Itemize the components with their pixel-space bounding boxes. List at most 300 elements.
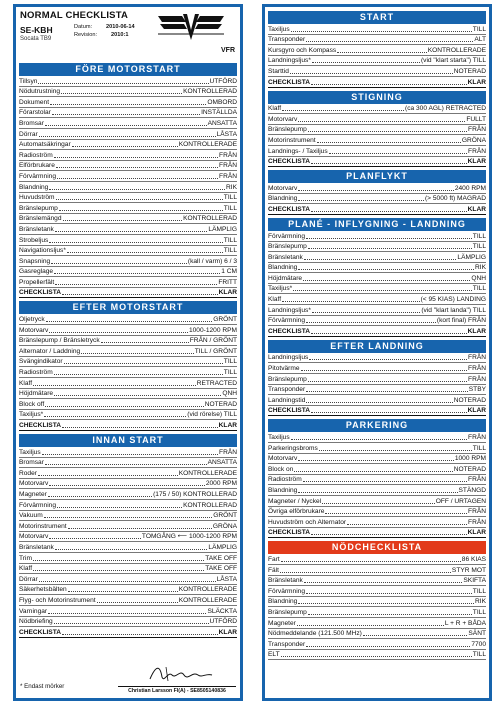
item-value: KLAR xyxy=(218,422,237,429)
aircraft-model: Socata TB9 xyxy=(20,36,52,42)
item-value: ANSATTA xyxy=(207,459,237,467)
checklist-item xyxy=(268,650,486,661)
item-label: Transponder xyxy=(268,640,306,648)
checklist-item xyxy=(19,458,237,469)
item-value: GRÖNT xyxy=(213,512,237,520)
item-value: RETRACTED xyxy=(196,379,237,387)
dot-leader xyxy=(50,104,206,105)
dot-leader xyxy=(57,178,218,179)
section-innan-start xyxy=(16,434,240,641)
checklist-footer xyxy=(20,654,236,694)
item-label: Blandning xyxy=(268,598,298,606)
item-label: CHECKLISTA xyxy=(268,529,311,537)
checklist-item xyxy=(19,87,237,98)
flight-rules: VFR xyxy=(221,47,235,54)
dot-leader xyxy=(68,591,178,592)
dot-leader xyxy=(48,496,152,497)
dot-leader xyxy=(298,200,424,201)
dot-leader xyxy=(62,634,218,635)
dot-leader xyxy=(309,359,467,360)
dot-leader xyxy=(39,581,216,582)
checklist-item xyxy=(268,485,486,496)
item-value: GRÖNT xyxy=(213,316,237,324)
section-title: EFTER LANDNING xyxy=(268,340,486,353)
dot-leader xyxy=(317,142,461,143)
item-label: Block off xyxy=(19,400,45,408)
item-label: Landningsljus* xyxy=(268,57,311,65)
checklist-item xyxy=(19,161,237,172)
checklist-item xyxy=(268,629,486,640)
item-value: TAKE OFF xyxy=(205,554,237,562)
item-value: FRÅN xyxy=(468,354,486,362)
item-value: TILL xyxy=(472,608,486,616)
dot-leader xyxy=(290,73,453,74)
item-label: Alternator / Laddning xyxy=(19,347,81,355)
checklist-item xyxy=(19,606,237,617)
checklist-item xyxy=(268,284,486,295)
item-label: Oljetryck xyxy=(19,316,45,324)
dot-leader xyxy=(56,199,223,200)
checklist-complete-row xyxy=(19,288,237,299)
item-value: TILL xyxy=(472,25,486,33)
dot-leader xyxy=(49,485,205,486)
item-value: TILL xyxy=(472,651,486,659)
item-value: UTFÖRD xyxy=(209,77,237,85)
item-label: Bromsar xyxy=(19,459,44,467)
checklist-complete-row xyxy=(268,204,486,215)
item-value: FULLT xyxy=(466,115,486,123)
dot-leader xyxy=(67,252,223,253)
dot-leader xyxy=(311,163,467,164)
dot-leader xyxy=(298,460,454,461)
checklist-item xyxy=(19,357,237,368)
checklist-item xyxy=(268,385,486,396)
item-value: (kort final) FRÅN xyxy=(436,317,486,325)
item-value: KLAR xyxy=(467,158,486,166)
checklist-item xyxy=(268,125,486,136)
checklist-item xyxy=(19,389,237,400)
item-label: Svängindikator xyxy=(19,358,63,366)
section-title: NÖDCHECKLISTA xyxy=(268,541,486,554)
item-label: Dörrar xyxy=(19,130,38,138)
item-label: Radioström xyxy=(19,151,53,159)
section-title: PLANÉ - INFLYGNING - LANDNING xyxy=(268,218,486,231)
item-value: TILL xyxy=(472,587,486,595)
item-label: Förvärmning xyxy=(268,317,306,325)
dot-leader xyxy=(311,333,467,334)
checklist-items xyxy=(268,554,486,660)
dot-leader xyxy=(62,427,218,428)
checklist-item xyxy=(19,511,237,522)
checklist-item xyxy=(19,521,237,532)
checklist-items xyxy=(19,447,237,638)
checklist-item xyxy=(19,140,237,151)
item-label: Motorvarv xyxy=(19,533,49,541)
checklist-item xyxy=(19,182,237,193)
dot-leader xyxy=(301,370,468,371)
checklist-complete-row xyxy=(19,627,237,638)
item-value: KLAR xyxy=(467,407,486,415)
item-value: LÅSTA xyxy=(216,575,237,583)
checklist-items xyxy=(268,231,486,337)
checklist-item xyxy=(19,542,237,553)
dot-leader xyxy=(55,284,217,285)
section-title: EFTER MOTORSTART xyxy=(19,301,237,314)
section-title: FÖRE MOTORSTART xyxy=(19,63,237,76)
item-label: Bränslepump xyxy=(19,204,58,212)
section-title: PLANFLYKT xyxy=(268,170,486,183)
item-label: CHECKLISTA xyxy=(19,289,62,297)
dot-leader xyxy=(325,513,467,514)
dot-leader xyxy=(54,157,218,158)
section-stigning xyxy=(265,91,489,171)
item-value: KLAR xyxy=(467,529,486,537)
date-label: Datum: xyxy=(74,24,93,30)
item-value: FRÅN xyxy=(219,172,237,180)
item-value: NOTERAD xyxy=(453,67,486,75)
dot-leader xyxy=(68,528,212,529)
item-value: TILL xyxy=(223,369,237,377)
dot-leader xyxy=(54,623,209,624)
item-value: 2400 RPM xyxy=(454,184,486,192)
item-value: (vid rörelse) TILL xyxy=(187,411,237,419)
item-label: Transponder xyxy=(268,36,306,44)
checklist-item xyxy=(268,639,486,650)
item-label: Parkeringsbroms xyxy=(268,444,318,452)
item-value: GRÖNA xyxy=(461,136,486,144)
item-value: FRÅN xyxy=(468,147,486,155)
section-parkering xyxy=(265,419,489,541)
dot-leader xyxy=(303,481,467,482)
item-value: TILL xyxy=(472,232,486,240)
left-checklist-column xyxy=(13,4,243,701)
item-label: CHECKLISTA xyxy=(268,327,311,335)
checklist-item xyxy=(268,618,486,629)
dot-leader xyxy=(306,646,470,647)
section-nodchecklista xyxy=(265,541,489,663)
item-label: CHECKLISTA xyxy=(268,205,311,213)
checklist-item xyxy=(268,273,486,284)
right-checklist-column xyxy=(262,4,492,701)
item-value: RIK xyxy=(475,264,486,272)
item-label: Strobeljus xyxy=(19,236,49,244)
checklist-item xyxy=(19,314,237,325)
checklist-item xyxy=(19,336,237,347)
item-value: STBY xyxy=(468,386,486,394)
dot-leader xyxy=(72,146,178,147)
item-value: RIK xyxy=(475,598,486,606)
checklist-item xyxy=(19,574,237,585)
dot-leader xyxy=(306,402,452,403)
dot-leader xyxy=(311,412,467,413)
item-label: Motorinstrument xyxy=(268,136,316,144)
item-label: Kursgyro och Kompass xyxy=(268,46,337,54)
item-value: SKIFTA xyxy=(463,577,486,585)
item-label: Höjdmätare xyxy=(268,274,303,282)
item-value: GRÖNA xyxy=(212,522,237,530)
item-value: OFF / URTAGEN xyxy=(435,497,486,505)
checklist-item xyxy=(268,263,486,274)
dot-leader xyxy=(298,121,465,122)
item-label: Förvärmning xyxy=(268,587,306,595)
item-value: SÄNT xyxy=(468,630,486,638)
checklist-item xyxy=(19,489,237,500)
item-label: CHECKLISTA xyxy=(268,407,311,415)
instructor-signature: Christian Larsson FI(A) - SE8505140836 xyxy=(118,686,236,694)
item-value: TILL xyxy=(472,444,486,452)
item-value: STÄNGD xyxy=(458,486,486,494)
dot-leader xyxy=(45,406,204,407)
item-label: Bränslepump xyxy=(268,375,307,383)
item-label: CHECKLISTA xyxy=(19,422,62,429)
dot-leader xyxy=(49,332,188,333)
checklist-header xyxy=(16,7,240,63)
section-planflykt xyxy=(265,170,489,218)
item-label: Bränslepump / Bränsletryck xyxy=(19,337,100,345)
dot-leader xyxy=(49,242,222,243)
revision-meta xyxy=(74,23,135,39)
section-start xyxy=(265,11,489,91)
item-value: OMBORD xyxy=(207,98,237,106)
item-value: TILL xyxy=(223,204,237,212)
checklist-complete-row xyxy=(19,420,237,431)
dot-leader xyxy=(303,280,470,281)
item-label: Taxiljus xyxy=(268,434,290,441)
item-value: TILL xyxy=(223,358,237,366)
item-value: (vid "klart landa") TILL xyxy=(421,306,486,314)
checklist-item xyxy=(268,183,486,194)
item-value: (< 95 KIAS) LANDING xyxy=(420,296,486,304)
item-value: (vid "klart starta") TILL xyxy=(420,57,486,65)
section-efter-motorstart xyxy=(16,301,240,434)
item-label: Övriga elförbrukare xyxy=(268,508,325,516)
item-label: Landningsljus* xyxy=(268,306,311,314)
checklist-item xyxy=(19,468,237,479)
item-value: KLAR xyxy=(467,205,486,213)
item-value: (kall / varm) 6 / 3 xyxy=(187,257,237,265)
dot-leader xyxy=(312,62,420,63)
checklist-item xyxy=(268,565,486,576)
item-value: KLAR xyxy=(467,327,486,335)
item-label: Huvudström xyxy=(19,194,55,202)
item-value: SLÄCKTA xyxy=(207,607,237,615)
dot-leader xyxy=(308,381,467,382)
item-label: Landningsljus xyxy=(268,354,309,362)
item-value: FRÅN / GRÖNT xyxy=(189,337,237,345)
item-value: 86 KIAS xyxy=(461,555,486,563)
dot-leader xyxy=(306,322,436,323)
checklist-item xyxy=(268,353,486,364)
item-label: Taxiljus* xyxy=(268,285,293,293)
dot-leader xyxy=(294,471,452,472)
dot-leader xyxy=(56,167,218,168)
checklist-item xyxy=(268,104,486,115)
dot-leader xyxy=(97,602,178,603)
item-value: KONTROLLERAD xyxy=(183,88,237,96)
checklist-item xyxy=(19,500,237,511)
dot-leader xyxy=(291,31,472,32)
checklist-item xyxy=(268,252,486,263)
item-value: TILL / GRÖNT xyxy=(194,347,237,355)
section-title: STIGNING xyxy=(268,91,486,104)
checklist-item xyxy=(19,585,237,596)
checklist-item xyxy=(268,432,486,443)
item-label: Elförbrukare xyxy=(19,162,55,170)
checklist-item xyxy=(19,553,237,564)
checklist-item xyxy=(19,564,237,575)
dot-leader xyxy=(42,454,218,455)
night-only-note: * Endast mörker xyxy=(20,683,65,690)
item-label: Förvärmning xyxy=(19,501,57,509)
item-label: Bränslepump xyxy=(268,608,307,616)
checklist-item xyxy=(19,346,237,357)
dot-leader xyxy=(49,189,225,190)
checklist-item xyxy=(19,447,237,458)
item-value: QNH xyxy=(222,390,237,398)
checklist-item xyxy=(19,129,237,140)
item-label: Motorvarv xyxy=(268,184,298,192)
dot-leader xyxy=(306,41,473,42)
item-label: Bränslemängd xyxy=(19,215,62,223)
item-value: FRÅN xyxy=(219,448,237,456)
checklist-item xyxy=(19,617,237,628)
checklist-item xyxy=(268,45,486,56)
item-value: FRÅN xyxy=(468,375,486,383)
checklist-complete-row xyxy=(268,77,486,88)
dot-leader xyxy=(57,507,182,508)
section-fore-motorstart xyxy=(16,63,240,301)
item-label: Gasreglage xyxy=(19,268,54,276)
checklist-item xyxy=(268,517,486,528)
item-label: Motorvarv xyxy=(19,480,49,488)
checklist-item xyxy=(19,214,237,225)
item-value: KONTROLLERADE xyxy=(427,46,486,54)
item-value: KLAR xyxy=(218,289,237,297)
item-label: Roder xyxy=(19,469,37,477)
checklist-item xyxy=(268,316,486,327)
checklist-items xyxy=(19,314,237,431)
checklist-item xyxy=(19,235,237,246)
item-label: Nödutrustning xyxy=(19,88,61,96)
checklist-item xyxy=(19,325,237,336)
item-value: ANSATTA xyxy=(207,119,237,127)
item-value: FRÅN xyxy=(468,126,486,134)
dot-leader xyxy=(282,301,420,302)
item-label: Magneter / Nyckel xyxy=(268,497,322,505)
item-value: FRÅN xyxy=(468,434,486,441)
item-label: Klaff xyxy=(268,296,282,304)
checklist-items xyxy=(19,76,237,298)
item-value: FRÅN xyxy=(468,476,486,484)
dot-leader xyxy=(363,635,468,636)
dot-leader xyxy=(33,570,204,571)
dot-leader xyxy=(52,114,200,115)
dot-leader xyxy=(62,294,218,295)
item-value: L + R + BÅDA xyxy=(444,619,486,627)
item-label: Fält xyxy=(268,566,279,574)
item-value: FRÅN xyxy=(219,151,237,159)
dot-leader xyxy=(81,353,194,354)
checklist-item xyxy=(19,256,237,267)
dot-leader xyxy=(51,263,187,264)
item-value: TILL xyxy=(472,285,486,293)
item-label: Block on xyxy=(268,465,294,473)
checklist-item xyxy=(19,193,237,204)
checklist-item xyxy=(268,507,486,518)
item-value: STYR MOT xyxy=(451,566,486,574)
item-label: Taxiljus* xyxy=(19,411,44,419)
item-value: (> 5000 ft) MAGRAD xyxy=(424,195,486,203)
item-value: NOTERAD xyxy=(453,465,486,473)
item-value: TILL xyxy=(223,236,237,244)
checklist-item xyxy=(268,454,486,465)
item-value: 1 CM xyxy=(221,268,237,276)
checklist-items xyxy=(268,353,486,417)
dot-leader xyxy=(46,321,213,322)
checklist-item xyxy=(268,56,486,67)
dot-leader xyxy=(311,211,467,212)
item-value: INSTÄLLDA xyxy=(201,109,237,117)
dot-leader xyxy=(312,312,420,313)
checklist-item xyxy=(19,367,237,378)
item-label: Snapsning xyxy=(19,257,51,265)
item-label: Dörrar xyxy=(19,575,38,583)
item-value: TOMGÅNG ⟵ 1000-1200 RPM xyxy=(141,533,237,541)
item-label: Transponder xyxy=(268,386,306,394)
dot-leader xyxy=(55,231,208,232)
item-value: TILL xyxy=(223,247,237,255)
dot-leader xyxy=(306,593,472,594)
dot-leader xyxy=(298,190,454,191)
item-value: TILL xyxy=(472,243,486,251)
item-label: ELT xyxy=(268,651,280,659)
item-value: TAKE OFF xyxy=(205,565,237,573)
section-efter-landning xyxy=(265,340,489,420)
checklist-item xyxy=(268,305,486,316)
section-title: PARKERING xyxy=(268,419,486,432)
item-value: LÄMPLIG xyxy=(208,225,237,233)
checklist-item xyxy=(268,24,486,35)
checklist-item xyxy=(268,374,486,385)
dot-leader xyxy=(308,248,472,249)
dot-leader xyxy=(311,534,467,535)
dot-leader xyxy=(39,136,216,137)
item-label: Radioström xyxy=(19,369,53,377)
aircraft-registration: SE-KBH xyxy=(20,25,53,35)
item-value: LÄMPLIG xyxy=(457,253,486,261)
dot-leader xyxy=(33,560,204,561)
dot-leader xyxy=(64,363,223,364)
handwritten-signature-icon xyxy=(146,663,216,685)
checklist-item xyxy=(19,97,237,108)
item-label: Säkerhetsbälten xyxy=(19,586,67,594)
item-value: FRITT xyxy=(218,278,237,286)
checklist-items xyxy=(268,24,486,88)
dot-leader xyxy=(298,603,474,604)
item-value: KONTROLLERAD xyxy=(183,501,237,509)
item-label: Landningstid xyxy=(268,396,306,404)
item-value: KONTROLLERADE xyxy=(178,586,237,594)
item-label: Huvudström och Alternator xyxy=(268,518,347,526)
item-label: Förvärmning xyxy=(268,232,306,240)
dot-leader xyxy=(337,52,427,53)
item-label: Motorvarv xyxy=(268,455,298,463)
item-value: KONTROLLERADE xyxy=(178,596,237,604)
checklist-complete-row xyxy=(268,157,486,168)
dot-leader xyxy=(45,125,207,126)
checklist-item xyxy=(268,586,486,597)
item-label: Navigationsljus* xyxy=(19,247,66,255)
